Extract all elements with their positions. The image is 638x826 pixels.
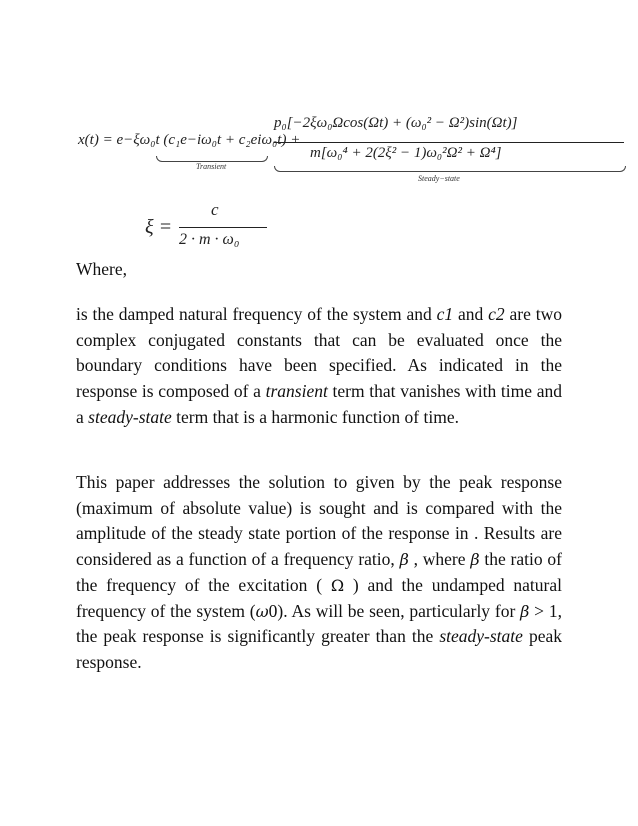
where-label: Where, [76,259,128,279]
equation-numerator: p₀[−2ξω₀Ωcos(Ωt) + (ω₀² − Ω²)sin(Ωt)] [274,115,518,131]
paragraph-1 [76,302,562,431]
p2-text-7: peak response. [76,626,562,672]
xi-denominator: 2 · m · ω₀ [179,231,240,248]
p2-text-3: the ratio of the frequency of the excitation ( [76,549,562,595]
xi-lhs: ξ = [145,216,173,238]
steady-state-term: steady-state [439,626,523,647]
p2-text-5: 0). As will be seen, particularly for [268,600,521,621]
p1-text-4: term that vanishes with time and a [76,381,562,427]
xi-fraction-bar [179,227,267,228]
p1-text-3: are two complex conjugated constants that can be evaluated once the boundary conditions have been specified. As indicated in the response is composed of a [76,304,562,402]
equation-lhs: x(t) = e−ξω₀t (c₁e−iω₀t + c₂eiω₀t) + [78,132,301,148]
p1-text-1: is the damped natural frequency of the system and [76,304,437,324]
p1-text-2: and [453,304,489,324]
c2-term: c2 [488,304,505,324]
beta-symbol: β [399,550,409,570]
omega0-symbol: ω [255,601,269,621]
p2-text-1: This paper addresses the solution to given by the peak response (maximum of absolute value) is sought and is compared with the amplitude of the steady state portion of the response in . Results are considered as a function of a frequency ratio, [76,472,562,570]
p1-text-5: term that is a harmonic function of time. [171,406,459,427]
paragraph-2 [76,470,562,676]
steady-state-term: steady-state [88,406,172,427]
beta-symbol: β [520,601,530,621]
omega-symbol: Ω [330,575,345,595]
response-equation [78,110,558,190]
xi-numerator: c [211,200,219,219]
p2-text-2: , where [408,549,471,570]
damping-ratio-equation [145,200,275,260]
equation-denominator: m[ω₀⁴ + 2(2ξ² − 1)ω₀²Ω² + Ω⁴] [310,145,502,161]
steady-state-brace [274,166,626,172]
fraction-bar [274,142,624,143]
p2-text-4: ) and the undamped natural frequency of the system ( [76,574,562,621]
transient-term: transient [265,381,328,402]
beta-symbol: β [470,550,480,570]
steady-state-label: Steady−state [418,174,460,183]
transient-label: Transient [196,162,227,171]
c1-term: c1 [436,304,454,324]
p2-text-6: > 1, the peak response is significantly greater than the [76,600,562,647]
